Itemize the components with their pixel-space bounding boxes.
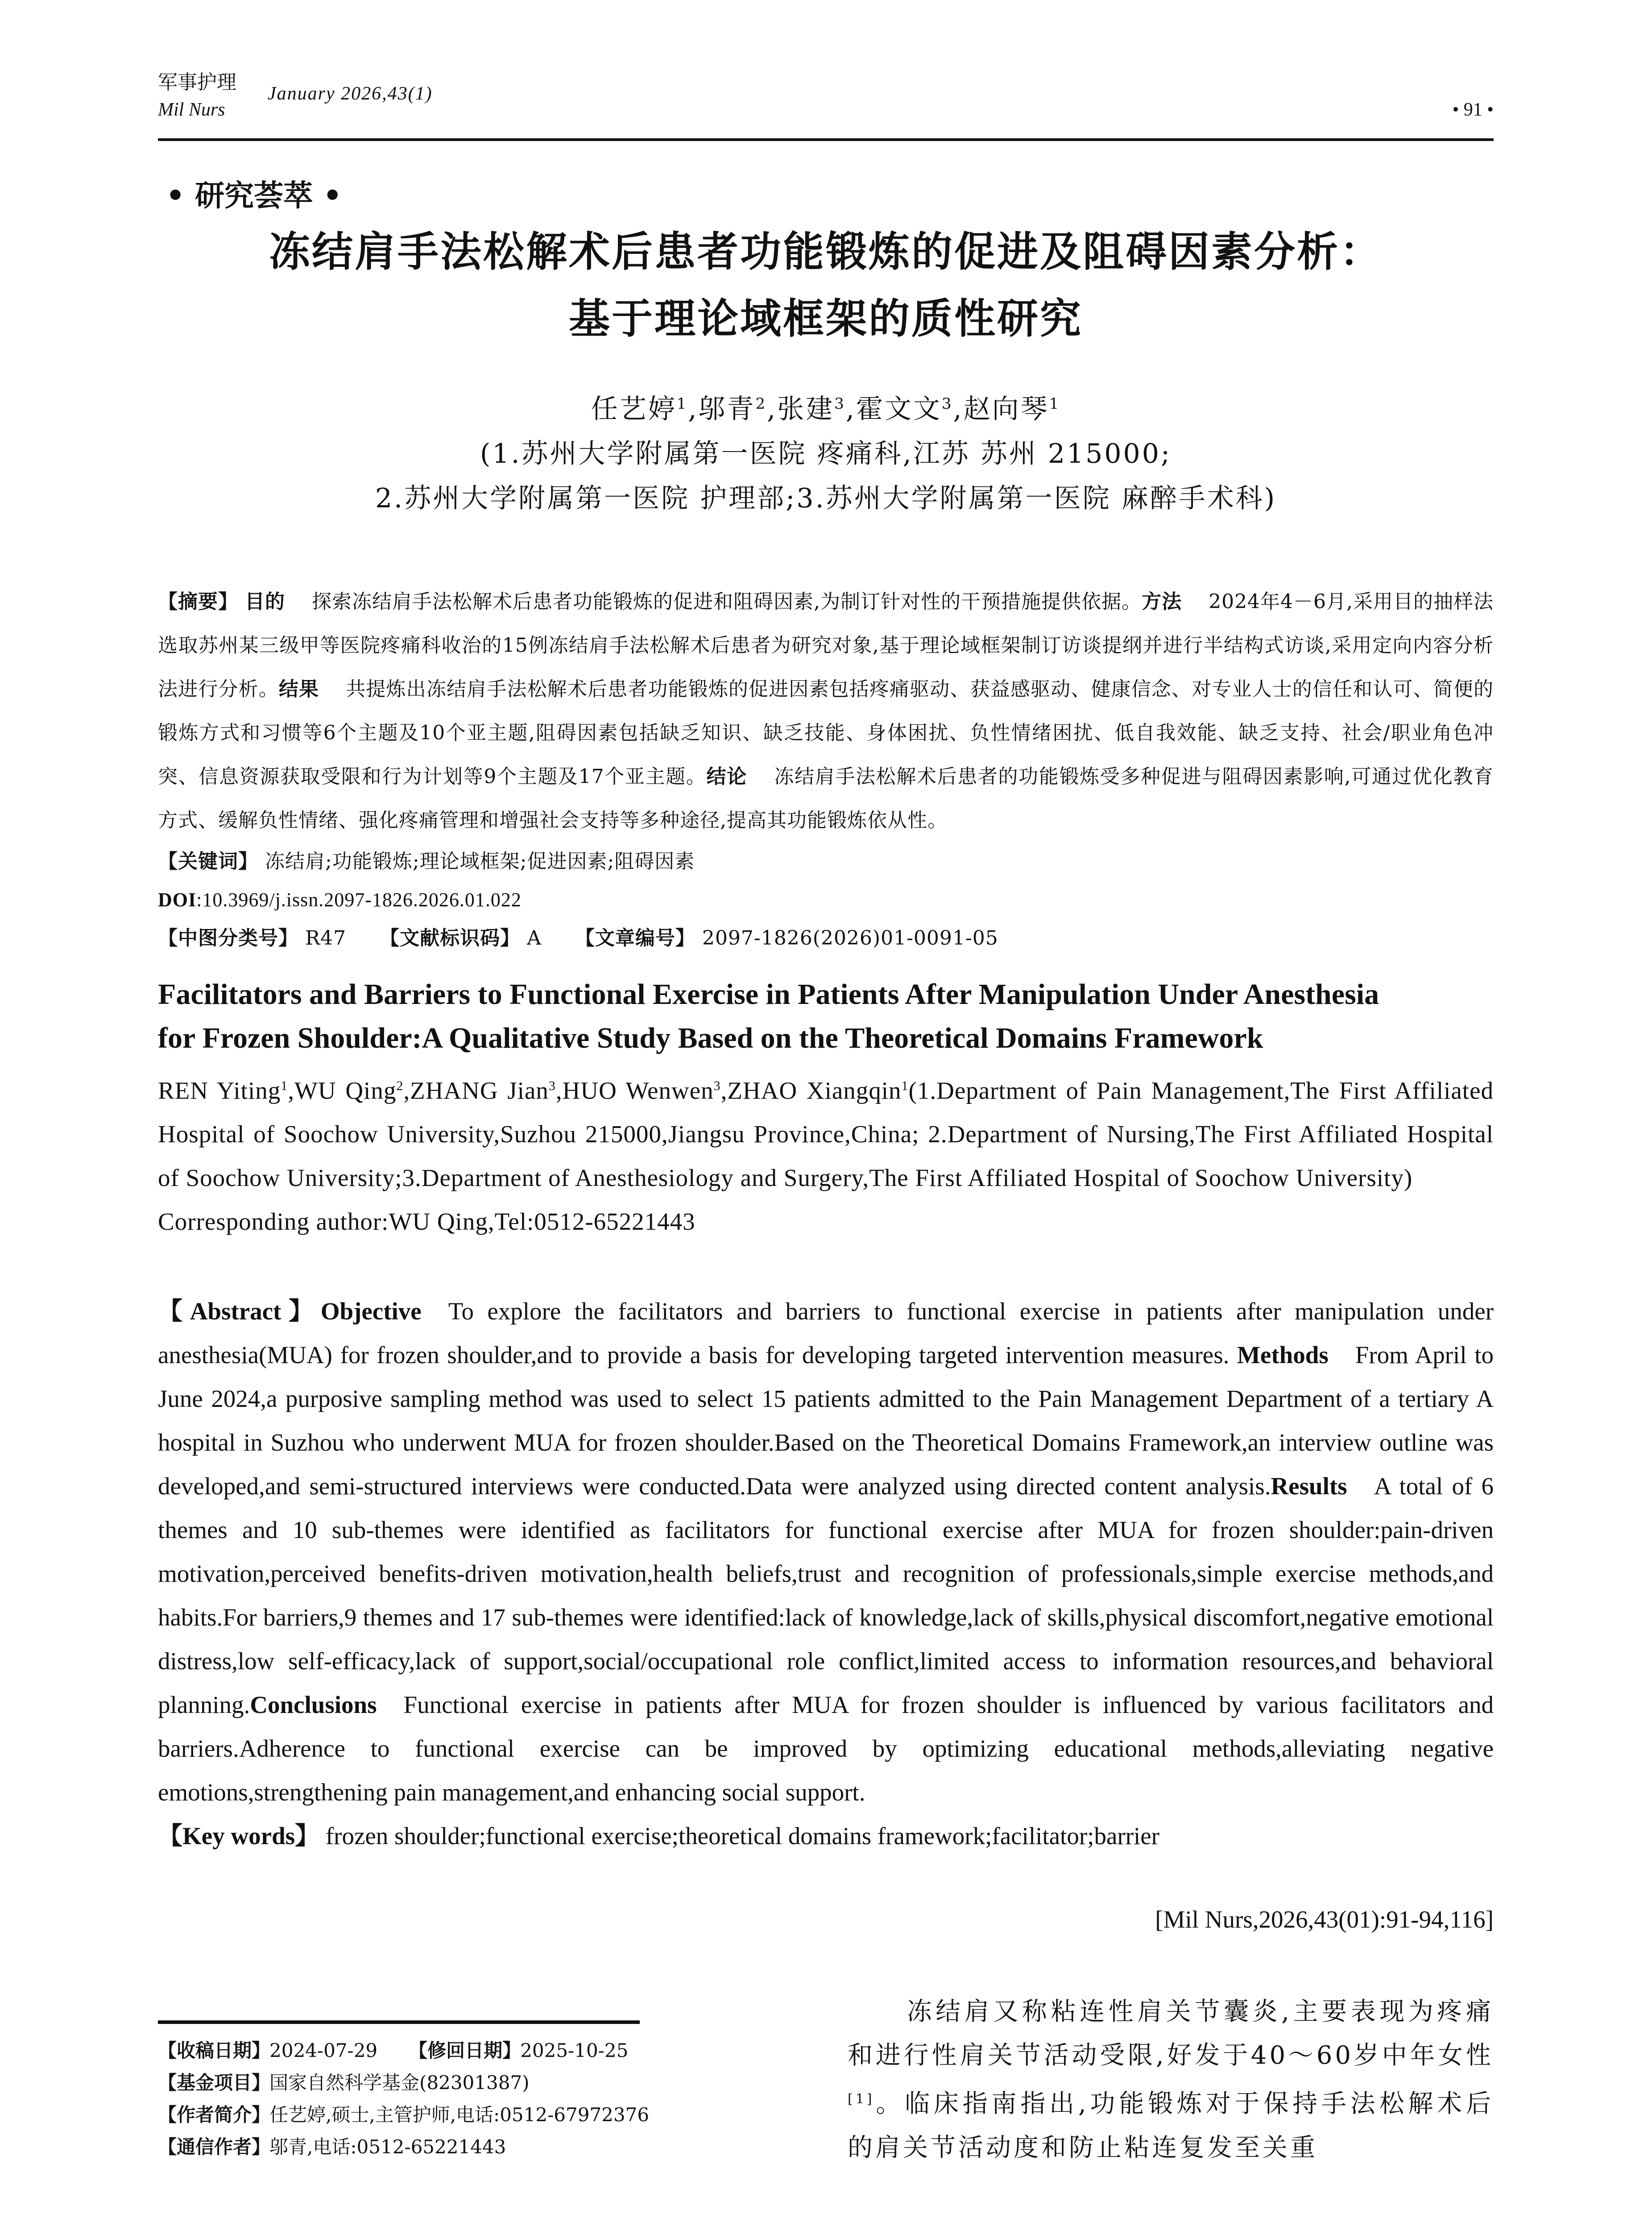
doi-line bbox=[158, 881, 1494, 919]
affiliation-mark: 1 bbox=[676, 395, 688, 413]
methods-text: 2024年4－6月,采用目的抽样法选取苏州某三级甲等医院疼痛科收治的15例冻结肩手法松解术后患者为研究对象,基于理论域框架制订访谈提纲并进行半结构式访谈,采用定向内容分析法进行分析。 bbox=[158, 590, 1494, 701]
affiliation-mark: 3 bbox=[941, 395, 953, 413]
abstract-en bbox=[158, 1290, 1494, 1858]
doc-code-value: A bbox=[527, 927, 542, 950]
reference-mark[interactable]: [1] bbox=[848, 2091, 875, 2107]
title-en-line-1: Facilitators and Barriers to Functional Exercise in Patients After Manipulation Under Anesthesia bbox=[158, 978, 1379, 1011]
objective-label: 目的 bbox=[245, 590, 286, 613]
affiliation-mark: 1 bbox=[901, 1078, 909, 1093]
clc-value: R47 bbox=[305, 927, 347, 950]
keywords-cn bbox=[158, 842, 1494, 881]
keywords-en-label: 【Key words】 bbox=[158, 1822, 320, 1849]
objective-en-label: Objective bbox=[320, 1298, 422, 1325]
affiliation-mark: 2 bbox=[396, 1078, 404, 1093]
column-tag: • 研究荟萃 • bbox=[166, 178, 342, 213]
author: 任艺婷 bbox=[591, 394, 677, 425]
conclusion-text: 冻结肩手法松解术后患者的功能锻炼受多种促进与阻碍因素影响,可通过优化教育方式、缓解负性情绪、强化疼痛管理和增强社会支持等多种途径,提高其功能锻炼依从性。 bbox=[158, 765, 1494, 832]
revised-label: 【修回日期】 bbox=[409, 2040, 522, 2061]
footnote-dates bbox=[158, 2035, 805, 2067]
title-line-1: 冻结肩手法松解术后患者功能锻炼的促进及阻碍因素分析： bbox=[269, 228, 1383, 276]
journal-name-cn: 军事护理 bbox=[158, 71, 236, 94]
affiliation-mark: 2 bbox=[755, 395, 767, 413]
author: REN Yiting bbox=[158, 1077, 281, 1104]
results-en-text: A total of 6 themes and 10 sub-themes were identified as facilitators for functional exercise after MUA for frozen shoulder:pain-driven motivation,perceived benefits-driven motivation,health beliefs,trust and recognition of professionals,simple exercise methods,and habits.For barriers,9 themes and 17 sub-themes were identified:lack of knowledge,lack of skills,physical discomfort,negative emotional distress,low self-efficacy,lack of support,social/occupational role conflict,limited access to information resources,and behavioral planning. bbox=[158, 1472, 1494, 1718]
methods-en-label: Methods bbox=[1237, 1341, 1329, 1368]
affiliations-en: (1.Department of Pain Management,The First Affiliated Hospital of Soochow University,Suzhou 215000,Jiangsu Province,China; 2.Department of Nursing,The First Affiliated Hospital of Soochow University;3.Department of Anesthesiology and Surgery,The First Affiliated Hospital of Soochow University) bbox=[158, 1077, 1494, 1192]
methods-label: 方法 bbox=[1142, 590, 1182, 613]
revised-date: 2025-10-25 bbox=[520, 2040, 629, 2061]
results-text: 共提炼出冻结肩手法松解术后患者功能锻炼的促进因素包括疼痛驱动、获益感驱动、健康信念、对专业人士的信任和认可、简便的锻炼方式和习惯等6个主题及10个亚主题,阻碍因素包括缺乏知识、缺乏技能、身体困扰、负性情绪困扰、低自我效能、缺乏支持、社会/职业角色冲突、信息资源获取受限和行为计划等9个主题及17个亚主题。 bbox=[158, 678, 1494, 788]
received-label: 【收稿日期】 bbox=[158, 2040, 271, 2061]
affiliation-mark: 1 bbox=[281, 1078, 288, 1093]
title-line-2: 基于理论域框架的质性研究 bbox=[568, 295, 1083, 343]
keywords-en-value: frozen shoulder;functional exercise;theoretical domains framework;facilitator;barrier bbox=[325, 1822, 1159, 1849]
abstract-en-label: 【Abstract】 bbox=[158, 1298, 321, 1325]
article-no-label: 【文章编号】 bbox=[575, 927, 696, 950]
author-list-cn: 任艺婷$^1$,邬青$^2$,张建$^3$,霍文文$^3$,赵向琴$^1$ bbox=[591, 394, 1061, 425]
results-en-label: Results bbox=[1271, 1472, 1347, 1500]
footnote-fund bbox=[158, 2067, 805, 2099]
article-no-value: 2097-1826(2026)01-0091-05 bbox=[702, 927, 998, 950]
author: 张建 bbox=[777, 394, 835, 425]
methods-en-text: From April to June 2024,a purposive sampling method was used to select 15 patients admitted to the Pain Management Department of a tertiary A hospital in Suzhou who underwent MUA for frozen shoulder.Based on the Theoretical Domains Framework,an interview outline was developed,and semi-structured interviews were conducted.Data were analyzed using directed content analysis. bbox=[158, 1341, 1494, 1500]
page-number: • 91 • bbox=[1452, 100, 1494, 120]
footnotes bbox=[158, 2035, 805, 2163]
conclusion-label: 结论 bbox=[706, 765, 747, 788]
author-block-en: REN Yiting$^1$,WU Qing$^2$,ZHANG Jian$^3$,HUO Wenwen$^3$,ZHAO Xiangqin$^1$(1.Department of Pain Management,The First Affiliated Hospital of Soochow University,Suzhou 215000,Jiangsu Province,China; 2.Department of Nursing,The First Affiliated Hospital of Soochow University;3.Department of Anesthesiology and Surgery,The First Affiliated Hospital of Soochow University) Corresponding author:WU Qing,Tel:0512-65221443 bbox=[158, 1064, 1494, 1244]
corresponding-value: 邬青,电话:0512-65221443 bbox=[269, 2136, 506, 2158]
article-title-en bbox=[158, 973, 1494, 1060]
affiliation-mark: 3 bbox=[834, 395, 846, 413]
author: ZHANG Jian bbox=[410, 1077, 549, 1104]
keywords-label: 【关键词】 bbox=[158, 850, 258, 873]
issue-info: January 2026,43(1) bbox=[268, 83, 433, 104]
author-info-label: 【作者简介】 bbox=[158, 2104, 271, 2126]
clc-label: 【中图分类号】 bbox=[158, 927, 298, 950]
affiliation-mark: 3 bbox=[713, 1078, 721, 1093]
author-block-cn bbox=[158, 382, 1494, 521]
abstract-cn bbox=[158, 580, 1494, 958]
abstract-label: 【摘要】 bbox=[158, 590, 239, 613]
author: WU Qing bbox=[294, 1077, 397, 1104]
affiliation-line-1: (1.苏州大学附属第一医院 疼痛科,江苏 苏州 215000; bbox=[480, 438, 1172, 469]
objective-text: 探索冻结肩手法松解术后患者功能锻炼的促进和阻碍因素,为制订针对性的干预措施提供依据。 bbox=[312, 590, 1142, 613]
results-label: 结果 bbox=[278, 678, 319, 701]
affiliation-line-2: 2.苏州大学附属第一医院 护理部;3.苏州大学附属第一医院 麻醉手术科) bbox=[375, 483, 1277, 514]
author: HUO Wenwen bbox=[562, 1077, 714, 1104]
journal-name-en: Mil Nurs bbox=[158, 100, 225, 120]
fund-label: 【基金项目】 bbox=[158, 2072, 271, 2094]
body-text bbox=[848, 1990, 1494, 2170]
conclusion-en-label: Conclusions bbox=[250, 1691, 377, 1718]
doi-label: DOI bbox=[158, 889, 197, 911]
article-title-cn bbox=[158, 219, 1494, 352]
author: ZHAO Xiangqin bbox=[727, 1077, 902, 1104]
author: 霍文文 bbox=[856, 394, 942, 425]
doi-value[interactable]: :10.3969/j.issn.2097-1826.2026.01.022 bbox=[196, 889, 522, 911]
keywords-en bbox=[158, 1814, 1494, 1858]
fund-value: 国家自然科学基金(82301387) bbox=[269, 2072, 530, 2094]
corresponding-label: 【通信作者】 bbox=[158, 2136, 271, 2158]
conclusion-en-text: Functional exercise in patients after MUA for frozen shoulder is influenced by various facilitators and barriers.Adherence to functional exercise can be improved by optimizing educational methods,alleviating negative emotions,strengthening pain management,and enhancing social support. bbox=[158, 1691, 1494, 1806]
citation: [Mil Nurs,2026,43(01):91-94,116] bbox=[1155, 1906, 1494, 1933]
footnote-rule bbox=[158, 2020, 640, 2024]
corresponding-author-en: Corresponding author:WU Qing,Tel:0512-65221443 bbox=[158, 1208, 696, 1236]
body-paragraph-1a: 冻结肩又称粘连性肩关节囊炎,主要表现为疼痛和进行性肩关节活动受限,好发于40～60岁中年女性 bbox=[848, 1997, 1494, 2070]
footnote-corresponding bbox=[158, 2131, 805, 2163]
affiliation-mark: 3 bbox=[548, 1078, 556, 1093]
author: 赵向琴 bbox=[963, 394, 1049, 425]
objective-en-text: To explore the facilitators and barriers to functional exercise in patients after manipulation under anesthesia(MUA) for frozen shoulder,and to provide a basis for developing targeted intervention measures. bbox=[158, 1298, 1494, 1368]
classification-line bbox=[158, 919, 1494, 958]
keywords-value: 冻结肩;功能锻炼;理论域框架;促进因素;阻碍因素 bbox=[265, 850, 695, 873]
body-paragraph-1b: 。临床指南指出,功能锻炼对于保持手法松解术后的肩关节活动度和防止粘连复发至关重 bbox=[848, 2089, 1494, 2162]
author: 邬青 bbox=[698, 394, 756, 425]
footnote-author bbox=[158, 2099, 805, 2131]
header-rule bbox=[158, 138, 1494, 141]
received-date: 2024-07-29 bbox=[269, 2040, 378, 2061]
doc-code-label: 【文献标识码】 bbox=[380, 927, 521, 950]
title-en-line-2: for Frozen Shoulder:A Qualitative Study Based on the Theoretical Domains Framework bbox=[158, 1022, 1263, 1054]
affiliation-mark: 1 bbox=[1049, 395, 1061, 413]
author-info-value: 任艺婷,硕士,主管护师,电话:0512-67972376 bbox=[269, 2104, 650, 2126]
